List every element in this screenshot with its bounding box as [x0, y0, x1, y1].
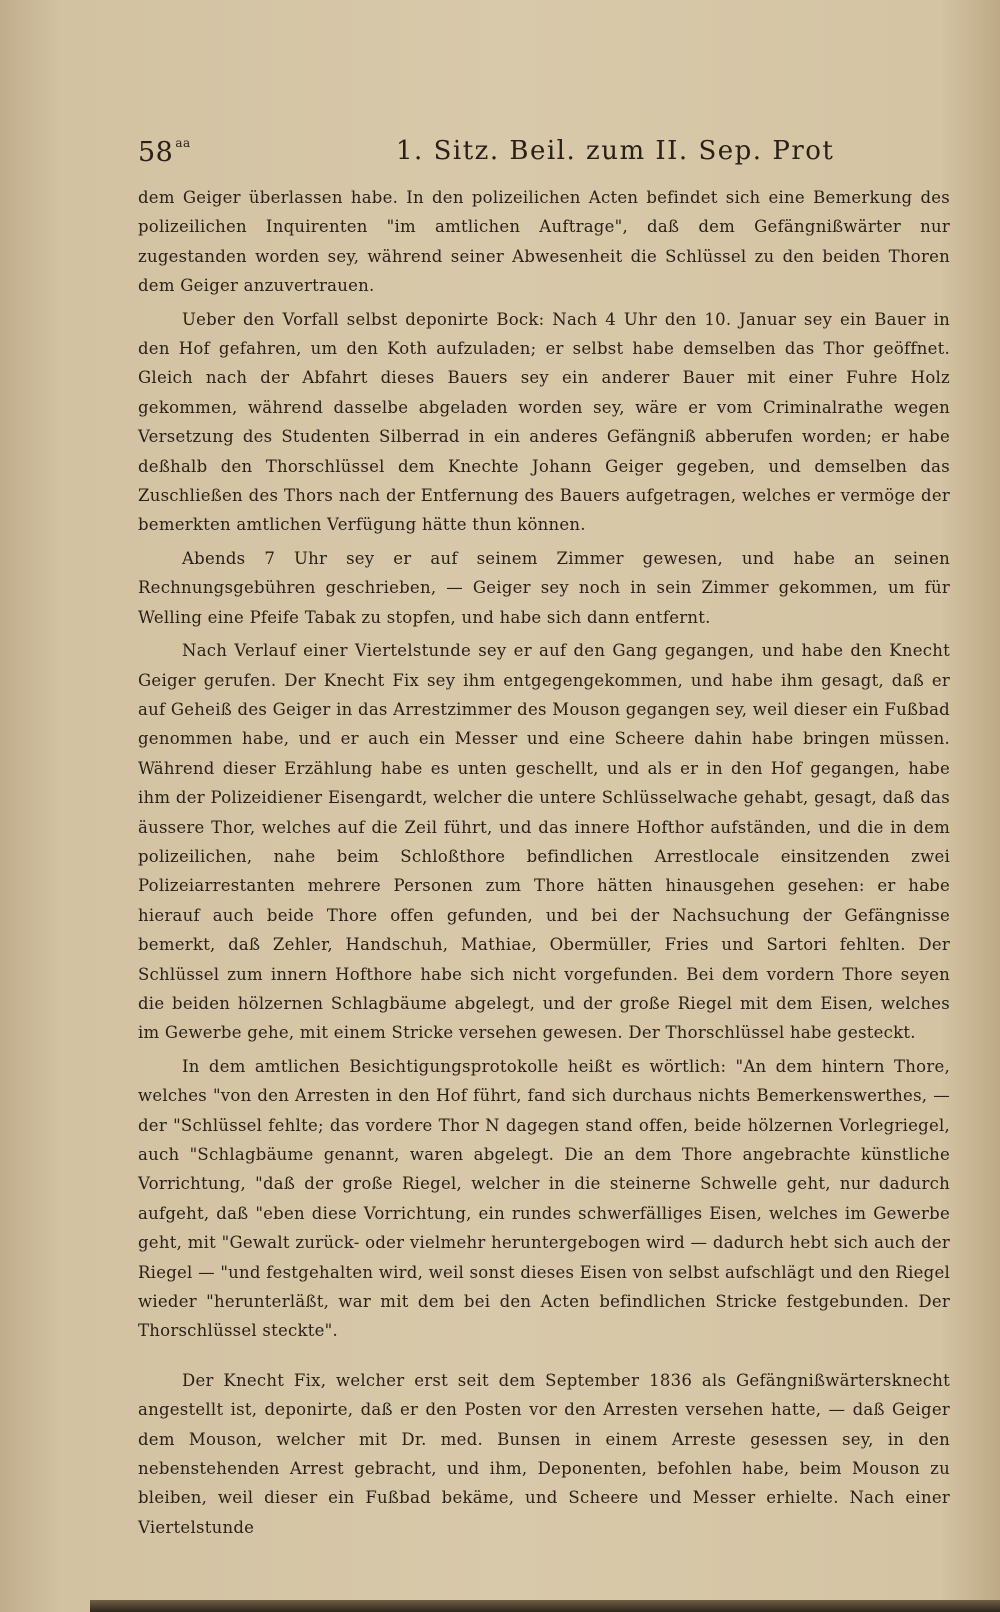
page-header [138, 136, 918, 176]
paragraph: dem Geiger überlassen habe. In den polizeilichen Acten befindet sich eine Bemerkung des polizeilichen Inquirenten "im amtlichen Auftrage", daß dem Gefängnißwärter nur zugestanden worden sey, während seiner Abwesenheit die Schlüssel zu den beiden Thoren dem Geiger anzuvertrauen. [138, 188, 950, 296]
page-number-value: 58 [138, 137, 174, 168]
paragraph: In dem amtlichen Besichtigungsprotokolle heißt es wörtlich: "An dem hintern Thore, welches "von den Arresten in den Hof führt, fand sich durchaus nichts Bemerkenswerthes, — der "Schlüssel fehlte; das vordere Thor N dagegen stand offen, beide hölzernen Vorlegriegel, auch "Schlagbäume genannt, waren abgelegt. Die an dem Thore angebrachte künstliche Vorrichtung, "daß der große Riegel, welcher in die steinerne Schwelle geht, nur dadurch aufgeht, daß "eben diese Vorrichtung, ein rundes schwerfälliges Eisen, welches im Gewerbe geht, mit "Gewalt zurück- oder vielmehr heruntergebogen wird — dadurch hebt sich auch der Riegel — "und festgehalten wird, weil sonst dieses Eisen von selbst aufschlägt und den Riegel wieder "herunterläßt, war mit dem bei den Acten befindlichen Stricke festgebunden. Der Thorschlüssel steckte". [138, 1056, 950, 1341]
paragraph: Nach Verlauf einer Viertelstunde sey er auf den Gang gegangen, und habe den Knecht Geiger gerufen. Der Knecht Fix sey ihm entgegengekommen, und habe ihm gesagt, daß er auf Geheiß des Geiger in das Arrestzimmer des Mouson gegangen sey, weil dieser ein Fußbad genommen habe, und er auch ein Messer und eine Scheere dahin habe bringen müssen. Während dieser Erzählung habe es unten geschellt, und als er in den Hof gegangen, habe ihm der Polizeidiener Eisengardt, welcher die untere Schlüsselwache gehabt, gesagt, daß das äussere Thor, welches auf die Zeil führt, und das innere Hofthor aufständen, und die in dem polizeilichen, nahe beim Schloßthore befindlichen Arrestlocale einsitzenden zwei Polizeiarrestanten mehrere Personen zum Thore hätten hinausgehen gesehen: er habe hierauf auch beide Thore offen gefunden, und bei der Nachsuchung der Gefängnisse bemerkt, daß Zehler, Handschuh, Mathiae, Obermüller, Fries und Sartori fehlten. Der Schlüssel zum innern Hofthore habe sich nicht vorgefunden. Bei dem vordern Thore seyen die beiden hölzernen Schlagbäume abgelegt, und der große Riegel mit dem Eisen, welches im Gewerbe gehe, mit einem Stricke versehen gewesen. Der Thorschlüssel habe gesteckt. [138, 641, 950, 1043]
paragraph: Ueber den Vorfall selbst deponirte Bock: Nach 4 Uhr den 10. Januar sey ein Bauer in den Hof gefahren, um den Koth aufzuladen; er selbst habe demselben das Thor geöffnet. Gleich nach der Abfahrt dieses Bauers sey ein anderer Bauer mit einer Fuhre Holz gekommen, während dasselbe abgeladen worden sey, wäre er vom Criminalrathe wegen Versetzung des Studenten Silberrad in ein anderes Gefängniß abberufen worden; er habe deßhalb den Thorschlüssel dem Knechte Johann Geiger gegeben, und demselben das Zuschließen des Thors nach der Entfernung des Bauers aufgetragen, welches er vermöge der bemerkten amtlichen Verfügung hätte thun können. [138, 309, 950, 535]
page-bottom-edge [90, 1600, 1000, 1612]
page-number-suffix: aa [175, 136, 191, 150]
paragraph: Abends 7 Uhr sey er auf seinem Zimmer gewesen, und habe an seinen Rechnungsgebühren geschrieben, — Geiger sey noch in sein Zimmer gekommen, um für Welling eine Pfeife Tabak zu stopfen, und habe sich dann entfernt. [138, 548, 950, 627]
running-title: 1. Sitz. Beil. zum II. Sep. Prot [396, 136, 835, 166]
paragraph: Der Knecht Fix, welcher erst seit dem September 1836 als Gefängnißwärtersknecht angestellt ist, deponirte, daß er den Posten vor den Arresten versehen hatte, — daß Geiger dem Mouson, welcher mit Dr. med. Bunsen in einem Arreste gesessen sey, in den nebenstehenden Arrest gebracht, und ihm, Deponenten, befohlen habe, beim Mouson zu bleiben, weil dieser ein Fußbad bekäme, und Scheere und Messer erhielte. Nach einer Viertelstunde [138, 1370, 950, 1537]
body-text [138, 183, 950, 1542]
page-number [138, 136, 191, 168]
